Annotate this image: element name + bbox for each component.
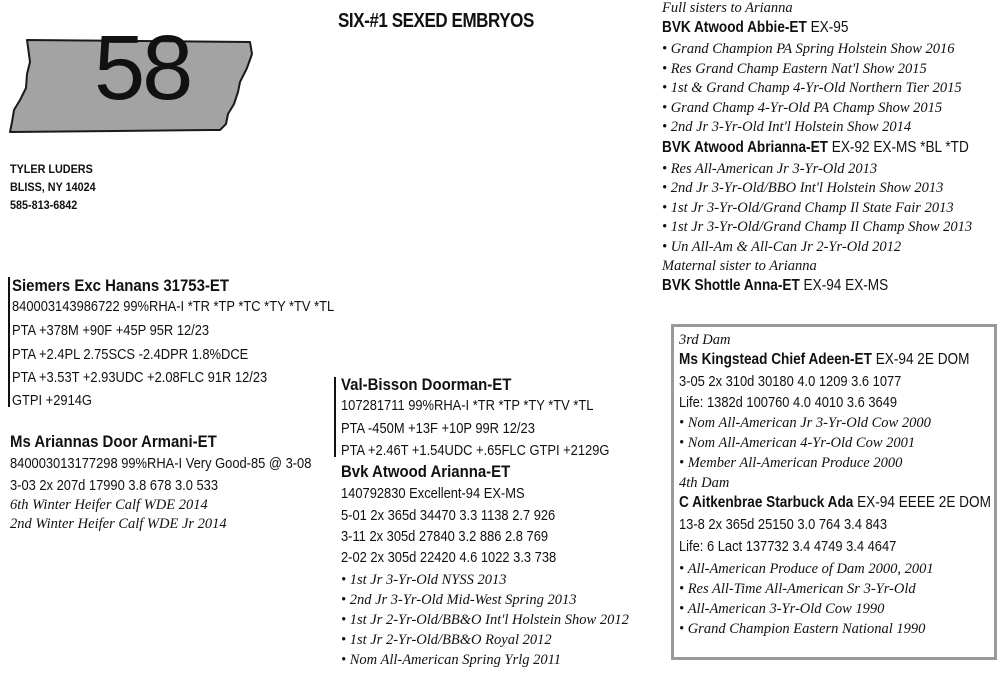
granddam-line: 140792830 Excellent-94 EX-MS [341, 485, 525, 502]
consignor-name: TYLER LUDERS [10, 162, 93, 176]
fourth-dam-line: Life: 6 Lact 137732 3.4 4749 3.4 4647 [679, 538, 897, 555]
maternal-grandsire-line: PTA -450M +13F +10P 99R 12/23 [341, 420, 535, 437]
granddam-line: 2-02 2x 305d 22420 4.6 1022 3.3 738 [341, 549, 557, 566]
dam-line: 840003013177298 99%RHA-I Very Good-85 @ 3-08 [10, 455, 312, 472]
lot-number: 58 [94, 17, 191, 119]
third-dam-name: Ms Kingstead Chief Adeen-ET EX-94 2E DOM [679, 351, 970, 368]
sister-award: • Grand Champion PA Spring Holstein Show 2016 [662, 41, 1000, 61]
third-dam-award: • Nom All-American Jr 3-Yr-Old Cow 2000 [679, 415, 1000, 435]
maternal-sister-heading: Maternal sister to Arianna [662, 258, 817, 274]
pedigree-bracket-dam [334, 377, 336, 457]
third-dam-award: • Member All-American Produce 2000 [679, 455, 1000, 475]
maternal-grandsire-block [341, 375, 653, 464]
third-dam-block [679, 332, 1000, 641]
sister-name: BVK Atwood Abrianna-ET EX-92 EX-MS *BL *TD [662, 138, 969, 156]
sire-line: PTA +3.53T +2.93UDC +2.08FLC 91R 12/23 [12, 369, 268, 386]
consignor-address: BLISS, NY 14024 [10, 180, 96, 194]
dam-name: Ms Ariannas Door Armani-ET [10, 432, 217, 451]
sire-line: 840003143986722 99%RHA-I *TR *TP *TC *TY *TV *TL [12, 298, 335, 315]
fourth-dam-heading: 4th Dam [679, 475, 730, 491]
granddam-name: Bvk Atwood Arianna-ET [341, 462, 511, 481]
sisters-block [662, 0, 1000, 299]
third-dam-heading: 3rd Dam [679, 332, 731, 348]
fourth-dam-award: • All-American 3-Yr-Old Cow 1990 [679, 601, 1000, 621]
sire-line: PTA +378M +90F +45P 95R 12/23 [12, 322, 210, 339]
consignor-phone: 585-813-6842 [10, 198, 78, 212]
sister-award: • 2nd Jr 3-Yr-Old Int'l Holstein Show 2014 [662, 119, 1000, 139]
sister-award: • 2nd Jr 3-Yr-Old/BBO Int'l Holstein Show 2013 [662, 180, 1000, 200]
sire-line: PTA +2.4PL 2.75SCS -2.4DPR 1.8%DCE [12, 346, 249, 363]
granddam-award: • Nom All-American Spring Yrlg 2011 [341, 652, 629, 672]
sire-line: GTPI +2914G [12, 392, 92, 409]
fourth-dam-award: • Grand Champion Eastern National 1990 [679, 621, 1000, 641]
pedigree-bracket-sire [8, 277, 10, 407]
sister-award: • 1st Jr 3-Yr-Old/Grand Champ Il Champ Show 2013 [662, 219, 1000, 239]
maternal-grandsire-line: PTA +2.46T +1.54UDC +.65FLC GTPI +2129G [341, 442, 610, 459]
consignor-contact [10, 160, 105, 214]
full-sisters-heading: Full sisters to Arianna [662, 0, 793, 16]
dam-award: 2nd Winter Heifer Calf WDE Jr 2014 [10, 516, 227, 532]
granddam-line: 5-01 2x 365d 34470 3.3 1138 2.7 926 [341, 507, 556, 524]
sire-name: Siemers Exc Hanans 31753-ET [12, 276, 230, 295]
sister-name: BVK Shottle Anna-ET EX-94 EX-MS [662, 277, 889, 294]
granddam-block [341, 462, 629, 672]
sister-name: BVK Atwood Abbie-ET EX-95 [662, 19, 849, 36]
fourth-dam-award: • All-American Produce of Dam 2000, 2001 [679, 561, 1000, 581]
third-dam-line: 3-05 2x 310d 30180 4.0 1209 3.6 1077 [679, 373, 902, 390]
dam-award: 6th Winter Heifer Calf WDE 2014 [10, 497, 208, 513]
dam-line: 3-03 2x 207d 17990 3.8 678 3.0 533 [10, 477, 219, 494]
granddam-line: 3-11 2x 305d 27840 3.2 886 2.8 769 [341, 528, 549, 545]
sister-award: • Res All-American Jr 3-Yr-Old 2013 [662, 161, 1000, 181]
sister-award: • 1st & Grand Champ 4-Yr-Old Northern Tier 2015 [662, 80, 1000, 100]
sire-block [12, 276, 387, 415]
ancestry-box [671, 324, 997, 660]
maternal-grandsire-name: Val-Bisson Doorman-ET [341, 375, 512, 394]
third-dam-award: • Nom All-American 4-Yr-Old Cow 2001 [679, 435, 1000, 455]
page-title: SIX-#1 SEXED EMBRYOS [338, 10, 534, 32]
fourth-dam-line: 13-8 2x 365d 25150 3.0 764 3.4 843 [679, 516, 888, 533]
fourth-dam-name: C Aitkenbrae Starbuck Ada EX-94 EEEE 2E DOM [679, 494, 991, 511]
granddam-award: • 2nd Jr 3-Yr-Old Mid-West Spring 2013 [341, 592, 629, 612]
sister-award: • Res Grand Champ Eastern Nat'l Show 2015 [662, 61, 1000, 81]
maternal-grandsire-line: 107281711 99%RHA-I *TR *TP *TY *TV *TL [341, 397, 594, 414]
third-dam-line: Life: 1382d 100760 4.0 4010 3.6 3649 [679, 394, 898, 411]
granddam-award: • 1st Jr 2-Yr-Old/BB&O Royal 2012 [341, 632, 629, 652]
sister-award: • Un All-Am & All-Can Jr 2-Yr-Old 2012 [662, 239, 1000, 259]
dam-block [10, 432, 360, 535]
fourth-dam-award: • Res All-Time All-American Sr 3-Yr-Old [679, 581, 1000, 601]
granddam-award: • 1st Jr 2-Yr-Old/BB&O Int'l Holstein Show 2012 [341, 612, 629, 632]
sister-award: • 1st Jr 3-Yr-Old/Grand Champ Il State Fair 2013 [662, 200, 1000, 220]
granddam-award: • 1st Jr 3-Yr-Old NYSS 2013 [341, 572, 629, 592]
sister-award: • Grand Champ 4-Yr-Old PA Champ Show 2015 [662, 100, 1000, 120]
